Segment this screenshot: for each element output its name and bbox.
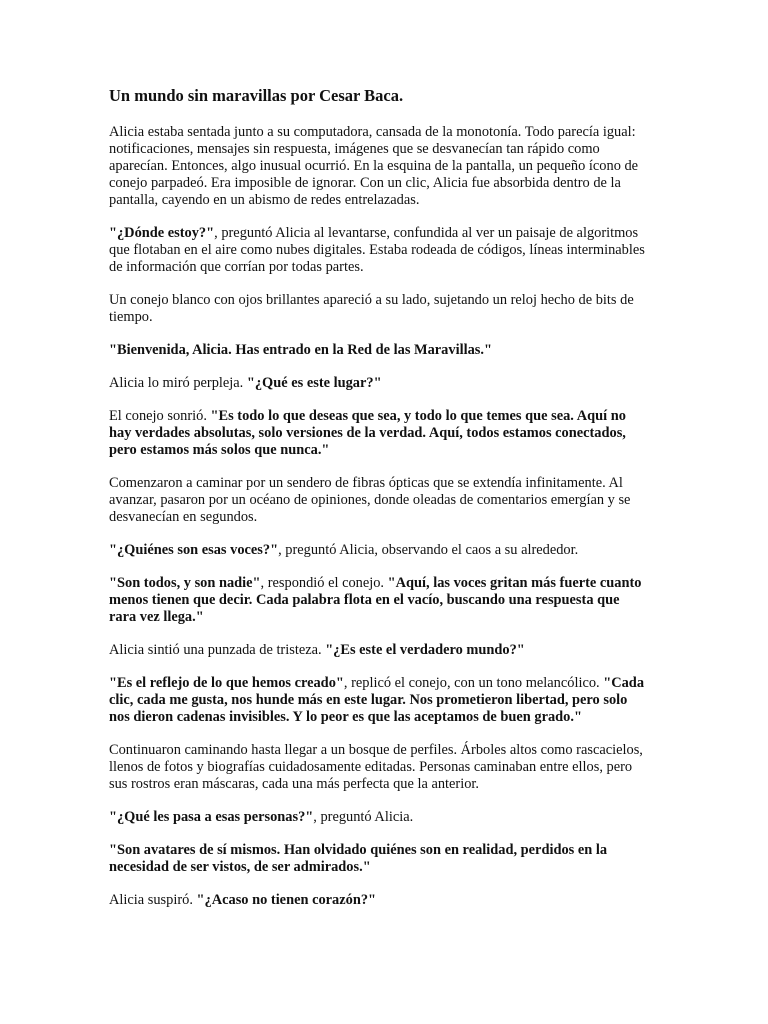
text-run: El conejo sonrió. xyxy=(109,408,211,424)
paragraph xyxy=(109,292,649,326)
text-run: , respondió el conejo. xyxy=(260,575,388,591)
text-run: Alicia suspiró. xyxy=(109,892,197,908)
document-title: Un mundo sin maravillas por Cesar Baca. xyxy=(109,86,404,105)
paragraph xyxy=(109,675,649,726)
paragraph xyxy=(109,225,649,276)
document-page xyxy=(109,86,649,925)
paragraph xyxy=(109,809,649,826)
bold-text-run: "¿Quiénes son esas voces?" xyxy=(109,542,279,558)
bold-text-run: "¿Qué es este lugar?" xyxy=(246,375,382,391)
text-run: Alicia lo miró perpleja. xyxy=(109,375,247,391)
bold-text-run: "Cada clic, cada me gusta, nos hunde más en este lugar. Nos prometieron libertad, pero solo nos dieron cadenas invisibles. Y lo peor es que las aceptamos de buen grado." xyxy=(109,675,645,725)
text-run: , preguntó Alicia al levantarse, confundida al ver un paisaje de algoritmos que flotaban en el aire como nubes digitales. Estaba rodeada de códigos, líneas interminables de información que corrían por todas partes. xyxy=(109,225,645,275)
text-run: , replicó el conejo, con un tono melancólico. xyxy=(343,675,604,691)
bold-text-run: "Son todos, y son nadie" xyxy=(109,575,261,591)
bold-text-run: "¿Acaso no tienen corazón?" xyxy=(196,892,377,908)
document-body xyxy=(109,124,649,909)
bold-text-run: "Es el reflejo de lo que hemos creado" xyxy=(109,675,344,691)
paragraph xyxy=(109,575,649,626)
paragraph xyxy=(109,892,649,909)
paragraph xyxy=(109,842,649,876)
text-run: Continuaron caminando hasta llegar a un bosque de perfiles. Árboles altos como rascacielos, llenos de fotos y biografías cuidadosamente editadas. Personas caminaban entre ellos, pero sus rostros eran máscaras, cada una más perfecta que la anterior. xyxy=(109,742,643,792)
text-run: Alicia sintió una punzada de tristeza. xyxy=(109,642,326,658)
text-run: Un conejo blanco con ojos brillantes apareció a su lado, sujetando un reloj hecho de bits de tiempo. xyxy=(109,292,634,325)
bold-text-run: "Bienvenida, Alicia. Has entrado en la Red de las Maravillas." xyxy=(109,342,492,358)
bold-text-run: "Son avatares de sí mismos. Han olvidado quiénes son en realidad, perdidos en la necesidad de ser vistos, de ser admirados." xyxy=(109,842,608,875)
bold-text-run: "¿Dónde estoy?" xyxy=(109,225,215,241)
text-run: Alicia estaba sentada junto a su computadora, cansada de la monotonía. Todo parecía igual: notificaciones, mensajes sin respuesta, imágenes que se desvanecían tan rápido como aparecían. Entonces, algo inusual ocurrió. En la esquina de la pantalla, un pequeño ícono de conejo parpadeó. Era imposible de ignorar. Con un clic, Alicia fue absorbida dentro de la pantalla, cayendo en un abismo de redes entrelazadas. xyxy=(109,124,639,208)
paragraph xyxy=(109,642,649,659)
text-run: Comenzaron a caminar por un sendero de fibras ópticas que se extendía infinitamente. Al avanzar, pasaron por un océano de opiniones, donde oleadas de comentarios emergían y se desvanecían en segundos. xyxy=(109,475,631,525)
paragraph xyxy=(109,342,649,359)
paragraph xyxy=(109,375,649,392)
bold-text-run: "Aquí, las voces gritan más fuerte cuanto menos tienen que decir. Cada palabra flota en el vacío, buscando una respuesta que rara vez llega." xyxy=(109,575,642,625)
text-run: , preguntó Alicia, observando el caos a su alrededor. xyxy=(278,542,579,558)
paragraph xyxy=(109,408,649,459)
paragraph xyxy=(109,542,649,559)
paragraph xyxy=(109,742,649,793)
paragraph xyxy=(109,124,649,209)
paragraph xyxy=(109,475,649,526)
bold-text-run: "¿Qué les pasa a esas personas?" xyxy=(109,809,314,825)
bold-text-run: "¿Es este el verdadero mundo?" xyxy=(325,642,525,658)
bold-text-run: "Es todo lo que deseas que sea, y todo lo que temes que sea. Aquí no hay verdades absolutas, solo versiones de la verdad. Aquí, todos estamos conectados, pero estamos más solos que nunca." xyxy=(109,408,626,458)
text-run: , preguntó Alicia. xyxy=(313,809,414,825)
